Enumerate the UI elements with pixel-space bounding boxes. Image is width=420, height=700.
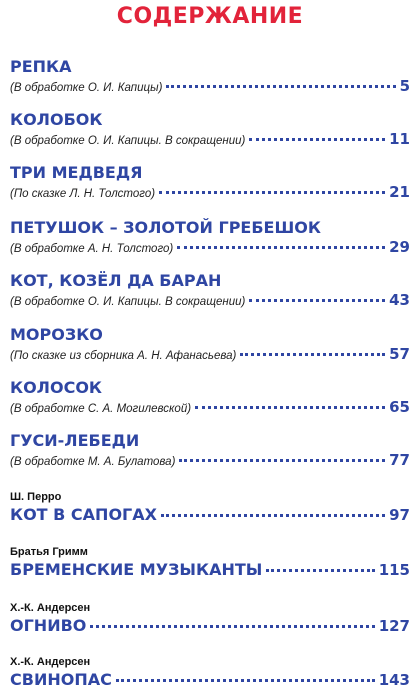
story-note: (В обработке О. И. Капицы. В сокращении)	[10, 135, 246, 147]
page-number[interactable]: 127	[378, 617, 410, 635]
story-note: (По сказке из сборника А. Н. Афанасьева)	[10, 350, 237, 362]
story-note: (В обработке С. А. Могилевской)	[10, 403, 192, 415]
page-number[interactable]: 29	[389, 238, 410, 256]
page-number[interactable]: 43	[389, 291, 410, 309]
author-name: Х.-К. Андерсен	[10, 602, 91, 614]
page-number[interactable]: 57	[389, 345, 410, 363]
toc-entry[interactable]	[10, 56, 410, 96]
page-number[interactable]: 65	[389, 398, 410, 416]
author-name: Х.-К. Андерсен	[10, 656, 91, 668]
toc-entry[interactable]	[10, 601, 410, 637]
page-number[interactable]: 11	[389, 130, 410, 148]
story-title[interactable]: КОТ, КОЗЁЛ ДА БАРАН	[10, 271, 222, 290]
page-number[interactable]: 77	[389, 451, 410, 469]
toc-entry[interactable]	[10, 545, 410, 581]
page-number[interactable]: 115	[378, 561, 410, 579]
page-number[interactable]: 143	[378, 671, 410, 689]
dot-leader	[249, 299, 385, 302]
toc-entry[interactable]	[10, 490, 410, 526]
dot-leader	[90, 625, 374, 628]
toc-entry[interactable]	[10, 109, 410, 149]
dot-leader	[266, 569, 374, 572]
page-number[interactable]: 5	[399, 77, 410, 95]
dot-leader	[166, 85, 395, 88]
dot-leader	[161, 514, 385, 517]
toc-entry[interactable]	[10, 270, 410, 310]
author-name: Братья Гримм	[10, 546, 88, 558]
dot-leader	[240, 353, 385, 356]
toc-entry[interactable]	[10, 162, 410, 202]
story-note: (В обработке О. И. Капицы)	[10, 82, 163, 94]
dot-leader	[249, 138, 385, 141]
story-title[interactable]: ПЕТУШОК – ЗОЛОТОЙ ГРЕБЕШОК	[10, 218, 321, 237]
contents-heading: СОДЕРЖАНИЕ	[116, 4, 304, 29]
page-number[interactable]: 97	[389, 506, 410, 524]
dot-leader	[177, 246, 385, 249]
toc-entry[interactable]	[10, 324, 410, 364]
dot-leader	[159, 191, 385, 194]
story-title[interactable]: СВИНОПАС	[10, 670, 112, 689]
toc-entry[interactable]	[10, 377, 410, 417]
story-title[interactable]: КОЛОСОК	[10, 378, 102, 397]
story-title[interactable]: ГУСИ-ЛЕБЕДИ	[10, 431, 140, 450]
story-note: (В обработке О. И. Капицы. В сокращении)	[10, 296, 246, 308]
toc-entry[interactable]	[10, 217, 410, 257]
story-note: (По сказке Л. Н. Толстого)	[10, 188, 156, 200]
story-note: (В обработке А. Н. Толстого)	[10, 243, 174, 255]
toc-entry[interactable]	[10, 655, 410, 691]
story-title[interactable]: ТРИ МЕДВЕДЯ	[10, 163, 143, 182]
story-title[interactable]: МОРОЗКО	[10, 325, 103, 344]
story-title[interactable]: КОЛОБОК	[10, 110, 103, 129]
story-title[interactable]: РЕПКА	[10, 57, 72, 76]
dot-leader	[116, 679, 375, 682]
page-number[interactable]: 21	[389, 183, 410, 201]
story-title[interactable]: БРЕМЕНСКИЕ МУЗЫКАНТЫ	[10, 560, 263, 579]
dot-leader	[195, 406, 385, 409]
author-name: Ш. Перро	[10, 491, 62, 503]
story-title[interactable]: ОГНИВО	[10, 616, 87, 635]
toc-entry[interactable]	[10, 430, 410, 470]
story-title[interactable]: КОТ В САПОГАХ	[10, 505, 157, 524]
story-note: (В обработке М. А. Булатова)	[10, 456, 176, 468]
dot-leader	[179, 459, 385, 462]
